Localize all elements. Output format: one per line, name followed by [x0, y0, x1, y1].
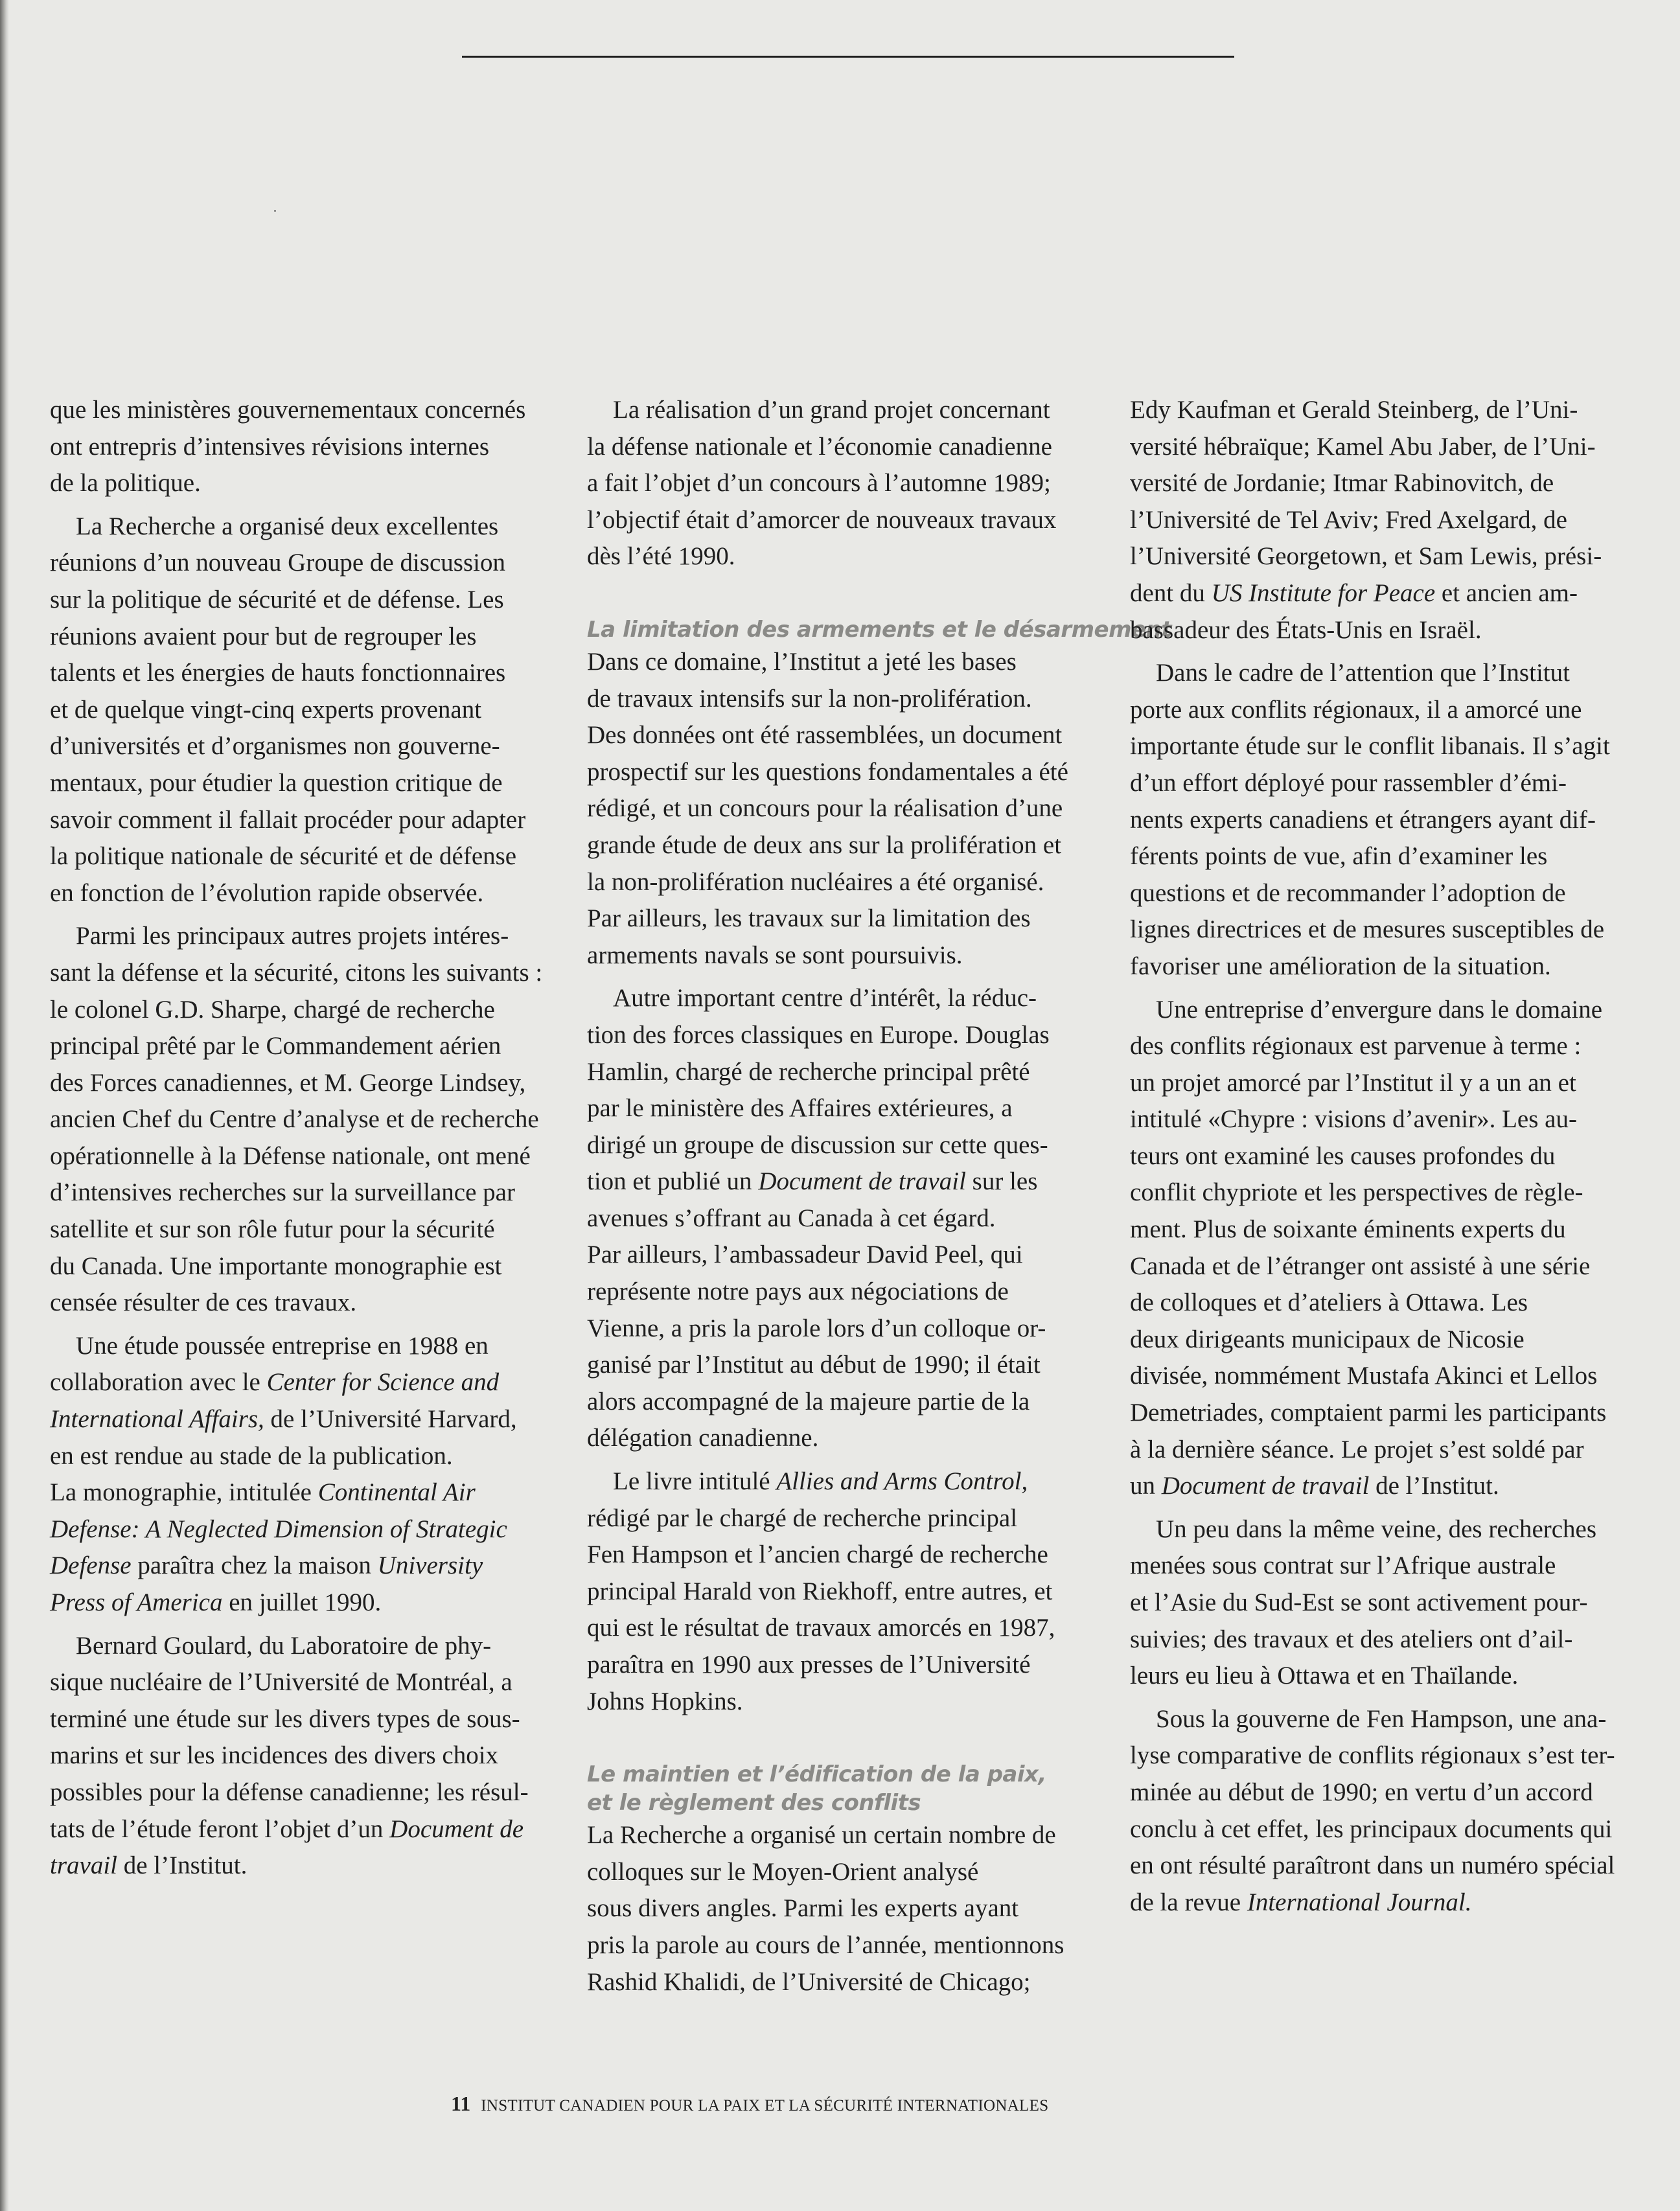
paragraph	[50, 509, 559, 912]
text-line: porte aux conflits régionaux, il a amorcé une	[1130, 695, 1582, 724]
text-line: Bernard Goulard, du Laboratoire de phy-	[76, 1631, 492, 1660]
text-line: Fen Hampson et l’ancien chargé de recherche	[587, 1541, 1048, 1569]
text-line: travail de l’Institut.	[50, 1851, 247, 1880]
text-line: censée résulter de ces travaux.	[50, 1289, 357, 1317]
text-line: sous divers angles. Parmi les experts ayant	[587, 1894, 1019, 1923]
text-line: bassadeur des États-Unis en Israël.	[1130, 615, 1482, 644]
text-line: du Canada. Une importante monographie est	[50, 1252, 502, 1280]
paragraph	[50, 1328, 559, 1621]
text-line: ment. Plus de soixante éminents experts du	[1130, 1215, 1566, 1244]
text-line: versité hébraïque; Kamel Abu Jaber, de l’Uni-	[1130, 432, 1596, 461]
paragraph	[587, 392, 1092, 575]
italic-title: Continental Air	[317, 1478, 476, 1507]
text-line: lignes directrices et de mesures susceptibles de	[1130, 915, 1605, 944]
text-line: en fonction de l’évolution rapide observée.	[50, 878, 484, 907]
text-line: d’intensives recherches sur la surveillance par	[50, 1178, 515, 1207]
text-line: dès l’été 1990.	[587, 542, 735, 571]
header-rule	[462, 56, 1234, 58]
text-line: la défense nationale et l’économie canadienne	[587, 432, 1052, 461]
section-heading	[587, 1760, 1092, 1817]
text-line: Par ailleurs, l’ambassadeur David Peel, qui	[587, 1241, 1023, 1269]
text-line: dent du US Institute for Peace et ancien am-	[1130, 579, 1578, 607]
italic-title: Defense: A Neglected Dimension of Strategic	[50, 1515, 507, 1543]
text-line: ancien Chef du Centre d’analyse et de recherche	[50, 1105, 539, 1134]
text-line: l’Université Georgetown, et Sam Lewis, prési-	[1130, 542, 1602, 571]
text-line: Defense paraîtra chez la maison University	[50, 1552, 483, 1580]
text-line: que les ministères gouvernementaux concernés	[50, 396, 526, 424]
text-line: favoriser une amélioration de la situation.	[1130, 952, 1551, 980]
text-line: La Recherche a organisé un certain nombre de	[587, 1821, 1056, 1850]
text-line: délégation canadienne.	[587, 1424, 819, 1452]
text-line: Le livre intitulé Allies and Arms Control,	[613, 1467, 1028, 1496]
text-line: Dans le cadre de l’attention que l’Institut	[1156, 659, 1570, 687]
text-line: Parmi les principaux autres projets intéres-	[76, 922, 509, 950]
text-line: rédigé par le chargé de recherche principal	[587, 1504, 1018, 1532]
text-line: divisée, nommément Mustafa Akinci et Lellos	[1130, 1362, 1598, 1390]
paragraph	[587, 1817, 1092, 2000]
text-line: minée au début de 1990; en vertu d’un accord	[1130, 1778, 1593, 1806]
text-line: Par ailleurs, les travaux sur la limitation des	[587, 904, 1031, 933]
text-line: des conflits régionaux est parvenue à terme :	[1130, 1032, 1582, 1060]
text-line	[50, 1511, 559, 1548]
text-line: sique nucléaire de l’Université de Montréal, a	[50, 1668, 512, 1697]
page-number: 11	[451, 2092, 471, 2115]
text-line: ganisé par l’Institut au début de 1990; il était	[587, 1351, 1041, 1379]
text-line: réunions avaient pour but de regrouper les	[50, 622, 477, 650]
text-line: férents points de vue, afin d’examiner les	[1130, 842, 1548, 871]
text-column-3	[1130, 392, 1643, 1921]
text-line: ont entrepris d’intensives révisions internes	[50, 432, 490, 461]
text-line: Edy Kaufman et Gerald Steinberg, de l’Uni-	[1130, 396, 1578, 424]
text-line: intitulé «Chypre : visions d’avenir». Les au-	[1130, 1105, 1577, 1134]
text-line: avenues s’offrant au Canada à cet égard.	[587, 1204, 996, 1232]
text-line: à la dernière séance. Le projet s’est soldé par	[1130, 1435, 1584, 1463]
text-line: Rashid Khalidi, de l’Université de Chicago;	[587, 1967, 1031, 1996]
paragraph	[587, 1463, 1092, 1720]
text-line: nents experts canadiens et étrangers ayant dif-	[1130, 805, 1596, 834]
text-line: Autre important centre d’intérêt, la réduc-	[613, 984, 1037, 1013]
text-line: talents et les énergies de hauts fonctionnaires	[50, 659, 506, 687]
text-line: marins et sur les incidences des divers choix	[50, 1741, 499, 1770]
italic-title: travail	[50, 1851, 117, 1880]
paper-speck	[274, 210, 276, 212]
section-heading: La limitation des armements et le désarmement	[587, 616, 1172, 643]
text-line: tion et publié un Document de travail sur les	[587, 1167, 1038, 1196]
paragraph	[587, 644, 1092, 974]
text-line: sant la défense et la sécurité, citons les suivants :	[50, 958, 543, 987]
text-line: La Recherche a organisé deux excellentes	[76, 512, 499, 540]
italic-title: US Institute for Peace	[1211, 579, 1436, 607]
text-line: un projet amorcé par l’Institut il y a un an et	[1130, 1068, 1576, 1097]
text-line: de la revue International Journal.	[1130, 1888, 1472, 1916]
text-line: conclu à cet effet, les principaux documents qui	[1130, 1815, 1613, 1843]
text-line: principal prêté par le Commandement aérien	[50, 1032, 501, 1060]
text-line: conflit chypriote et les perspectives de règle-	[1130, 1178, 1583, 1207]
text-line: réunions d’un nouveau Groupe de discussion	[50, 549, 505, 577]
text-line: sur la politique de sécurité et de défense. Les	[50, 585, 504, 613]
text-line: a fait l’objet d’un concours à l’automne 1989;	[587, 469, 1051, 498]
text-line: le colonel G.D. Sharpe, chargé de recherche	[50, 995, 495, 1024]
paragraph	[1130, 392, 1643, 648]
text-line: colloques sur le Moyen-Orient analysé	[587, 1857, 979, 1886]
text-line: versité de Jordanie; Itmar Rabinovitch, de	[1130, 469, 1554, 498]
text-line: d’un effort déployé pour rassembler d’émi-	[1130, 768, 1567, 797]
text-line: pris la parole au cours de l’année, mentionnons	[587, 1930, 1064, 1959]
paragraph	[587, 980, 1092, 1457]
italic-title: Document de travail	[1161, 1472, 1370, 1500]
section-heading-line: et le règlement des conflits	[587, 1790, 921, 1816]
page-footer	[451, 2092, 1048, 2116]
text-line: de travaux intensifs sur la non-prolifération.	[587, 684, 1032, 713]
text-line: deux dirigeants municipaux de Nicosie	[1130, 1325, 1525, 1353]
paragraph	[1130, 1701, 1643, 1921]
text-line: d’universités et d’organismes non gouverne-	[50, 732, 500, 761]
text-line: en est rendue au stade de la publication.	[50, 1441, 453, 1470]
paragraph	[1130, 1511, 1643, 1695]
text-line: La monographie, intitulée Continental Air	[50, 1478, 476, 1507]
text-line: et de quelque vingt-cinq experts provenant	[50, 695, 482, 724]
italic-title: International Journal.	[1247, 1888, 1472, 1916]
italic-title: Press of America	[50, 1588, 223, 1616]
text-line: dirigé un groupe de discussion sur cette ques-	[587, 1130, 1048, 1159]
text-line: Canada et de l’étranger ont assisté à une série	[1130, 1252, 1591, 1280]
text-line: la politique nationale de sécurité et de défense	[50, 842, 517, 871]
text-line: Press of America en juillet 1990.	[50, 1588, 382, 1616]
text-line: collaboration avec le Center for Science and	[50, 1368, 500, 1397]
text-line: terminé une étude sur les divers types de sous-	[50, 1704, 520, 1733]
text-line: et l’Asie du Sud-Est se sont activement pour-	[1130, 1588, 1588, 1616]
text-line: de la politique.	[50, 469, 201, 498]
text-line: Un peu dans la même veine, des recherches	[1156, 1515, 1597, 1543]
text-line: satellite et sur son rôle futur pour la sécurité	[50, 1215, 495, 1244]
paragraph	[50, 1628, 559, 1885]
text-line: Des données ont été rassemblées, un document	[587, 721, 1063, 750]
text-line: prospectif sur les questions fondamentales a été	[587, 757, 1068, 786]
text-line: qui est le résultat de travaux amorcés en 1987,	[587, 1614, 1055, 1642]
text-line: par le ministère des Affaires extérieures, a	[587, 1094, 1013, 1123]
italic-title: Allies and Arms Control,	[776, 1467, 1028, 1496]
text-line: armements navals se sont poursuivis.	[587, 941, 963, 969]
paragraph	[1130, 655, 1643, 985]
text-line: possibles pour la défense canadienne; les résul-	[50, 1778, 529, 1806]
text-line: leurs eu lieu à Ottawa et en Thaïlande.	[1130, 1662, 1519, 1690]
publication-name: INSTITUT CANADIEN POUR LA PAIX ET LA SÉCURITÉ INTERNATIONALES	[481, 2097, 1049, 2114]
text-line: La réalisation d’un grand projet concernant	[613, 396, 1050, 424]
text-line: Demetriades, comptaient parmi les participants	[1130, 1399, 1607, 1427]
paragraph	[50, 392, 559, 502]
italic-title: International Affairs,	[50, 1405, 264, 1434]
paragraph	[50, 918, 559, 1322]
section-heading-line: Le maintien et l’édification de la paix,	[587, 1761, 1046, 1788]
text-line: un Document de travail de l’Institut.	[1130, 1472, 1499, 1500]
text-line: teurs ont examiné les causes profondes du	[1130, 1141, 1556, 1170]
paragraph	[1130, 992, 1643, 1505]
text-line: mentaux, pour étudier la question critique de	[50, 768, 503, 797]
text-line: des Forces canadiennes, et M. George Lindsey,	[50, 1068, 526, 1097]
text-line: alors accompagné de la majeure partie de la	[587, 1387, 1030, 1415]
text-line: Johns Hopkins.	[587, 1687, 743, 1715]
text-line: suivies; des travaux et des ateliers ont d’ail-	[1130, 1625, 1573, 1653]
text-line: principal Harald von Riekhoff, entre autres, et	[587, 1577, 1053, 1605]
text-line: savoir comment il fallait procéder pour adapter	[50, 805, 526, 834]
text-line: International Affairs, de l’Université Harvard,	[50, 1405, 517, 1434]
text-line: la non-prolifération nucléaires a été organisé.	[587, 867, 1044, 896]
text-line: en ont résulté paraîtront dans un numéro spécial	[1130, 1851, 1615, 1880]
italic-title: Defense	[50, 1552, 132, 1580]
text-line: Sous la gouverne de Fen Hampson, une ana-	[1156, 1704, 1607, 1733]
text-line: Une entreprise d’envergure dans le domaine	[1156, 995, 1603, 1024]
text-line: de colloques et d’ateliers à Ottawa. Les	[1130, 1289, 1528, 1317]
italic-title: Document de	[389, 1815, 524, 1843]
text-line: Hamlin, chargé de recherche principal prêté	[587, 1057, 1030, 1086]
text-line: tats de l’étude feront l’objet d’un Document de	[50, 1815, 524, 1843]
text-column-2	[587, 392, 1172, 2000]
text-line: rédigé, et un concours pour la réalisation d’une	[587, 794, 1063, 823]
italic-title: Center for Science and	[266, 1368, 500, 1397]
text-line: paraîtra en 1990 aux presses de l’Université	[587, 1651, 1031, 1678]
text-line: lyse comparative de conflits régionaux s’est ter-	[1130, 1741, 1615, 1770]
text-line: Dans ce domaine, l’Institut a jeté les bases	[587, 647, 1017, 676]
text-line: représente notre pays aux négociations de	[587, 1277, 1009, 1306]
italic-title: University	[377, 1552, 483, 1580]
text-line: opérationnelle à la Défense nationale, ont mené	[50, 1141, 531, 1170]
text-line: l’objectif était d’amorcer de nouveaux travaux	[587, 505, 1057, 534]
text-line: tion des forces classiques en Europe. Douglas	[587, 1020, 1050, 1049]
text-line: Vienne, a pris la parole lors d’un colloque or-	[587, 1314, 1046, 1342]
text-line: importante étude sur le conflit libanais. Il s’agit	[1130, 732, 1610, 761]
italic-title: Document de travail	[758, 1167, 966, 1196]
text-line: grande étude de deux ans sur la prolifération et	[587, 831, 1062, 859]
page-edge-shadow	[0, 0, 9, 2211]
text-column-1	[50, 392, 559, 1885]
text-line: questions et de recommander l’adoption de	[1130, 878, 1566, 907]
text-line: Une étude poussée entreprise en 1988 en	[76, 1331, 489, 1360]
text-line: menées sous contrat sur l’Afrique australe	[1130, 1552, 1556, 1580]
text-line: l’Université de Tel Aviv; Fred Axelgard, de	[1130, 505, 1567, 534]
